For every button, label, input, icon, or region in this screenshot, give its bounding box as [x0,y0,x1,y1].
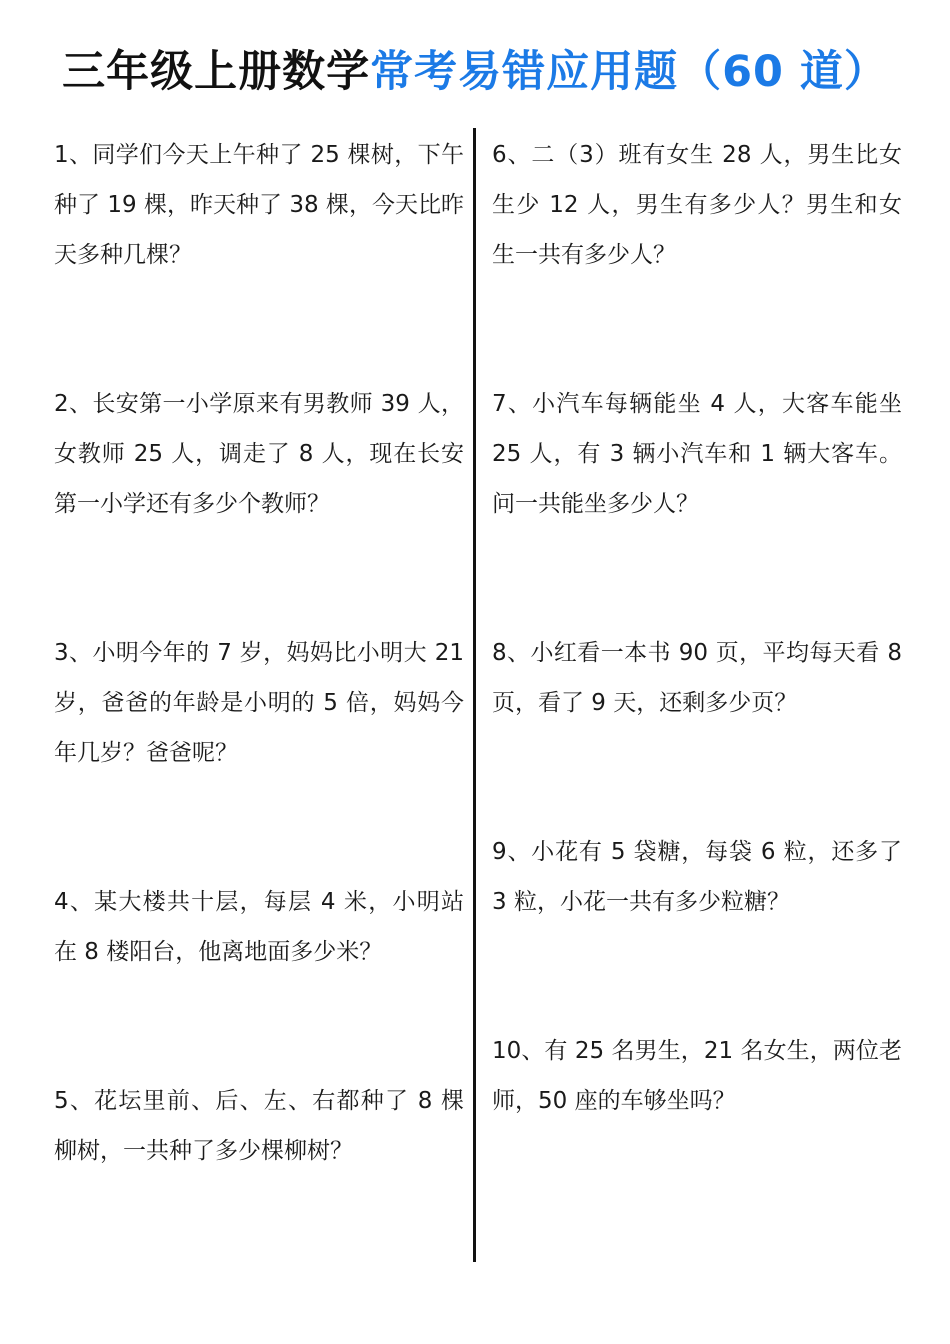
problem-5: 5、花坛里前、后、左、右都种了 8 棵柳树，一共种了多少棵柳树？ [54,1088,464,1164]
page-title [0,38,950,99]
problem-4: 4、某大楼共十层，每层 4 米，小明站在 8 楼阳台，他离地面多少米？ [54,889,464,965]
problem-1: 1、同学们今天上午种了 25 棵树，下午种了 19 棵，昨天种了 38 棵，今天比昨天多种几棵？ [54,142,464,268]
problem-6: 6、二（3）班有女生 28 人，男生比女生少 12 人，男生有多少人？男生和女生一共有多少人？ [492,142,902,268]
column-divider [473,128,476,1262]
problem-8: 8、小红看一本书 90 页，平均每天看 8 页，看了 9 天，还剩多少页？ [492,640,902,716]
problem-2: 2、长安第一小学原来有男教师 39 人，女教师 25 人，调走了 8 人，现在长安第一小学还有多少个教师？ [54,391,464,517]
title-grade-part: 三年级上册数学 [62,47,371,97]
problem-10: 10、有 25 名男生，21 名女生，两位老师，50 座的车够坐吗？ [492,1038,902,1114]
problem-7: 7、小汽车每辆能坐 4 人，大客车能坐 25 人，有 3 辆小汽车和 1 辆大客车。问一共能坐多少人？ [492,391,902,517]
problem-3: 3、小明今年的 7 岁，妈妈比小明大 21 岁，爸爸的年龄是小明的 5 倍，妈妈今年几岁？爸爸呢？ [54,640,464,766]
problem-9: 9、小花有 5 袋糖，每袋 6 粒，还多了 3 粒，小花一共有多少粒糖？ [492,839,902,915]
title-topic-part: 常考易错应用题（60 道） [370,47,888,97]
